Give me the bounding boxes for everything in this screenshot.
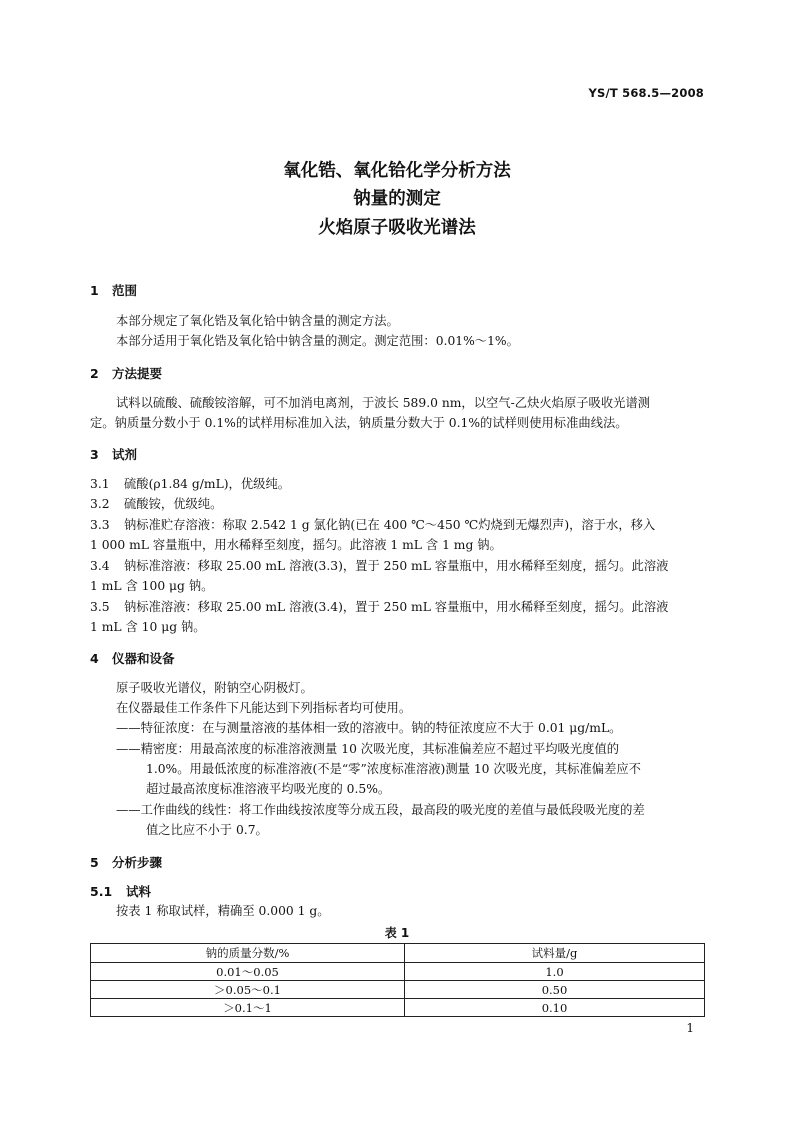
section-2-heading bbox=[90, 364, 162, 382]
dash-list-continuation: 值之比应不小于 0.7。 bbox=[146, 823, 268, 837]
subsection-number: 5.1 bbox=[90, 884, 113, 899]
section-3-heading bbox=[90, 445, 137, 463]
table-row bbox=[91, 963, 705, 981]
sample-mass-table bbox=[90, 943, 705, 1017]
paragraph: 本部分适用于氧化锆及氧化铪中钠含量的测定。测定范围：0.01%～1%。 bbox=[116, 334, 519, 348]
column-header: 试料量/g bbox=[405, 944, 705, 963]
paragraph: 原子吸收光谱仪，附钠空心阴极灯。 bbox=[116, 681, 313, 695]
table-cell: 0.10 bbox=[405, 999, 705, 1017]
document-title-line2: 钠量的测定 bbox=[353, 189, 441, 209]
section-number: 5 bbox=[90, 855, 99, 870]
paragraph-continuation: 定。钠质量分数小于 0.1%的试样用标准加入法，钠质量分数大于 0.1%的试样则使用标准曲线法。 bbox=[90, 416, 628, 430]
reagent-item bbox=[90, 556, 668, 576]
item-text: 钠标准溶液：移取 25.00 mL 溶液(3.4)，置于 250 mL 容量瓶中，用水稀释至刻度，摇匀。此溶液 bbox=[124, 600, 669, 614]
reagent-item bbox=[90, 597, 668, 617]
section-number: 4 bbox=[90, 651, 99, 666]
item-number: 3.5 bbox=[90, 600, 110, 614]
table-cell: 1.0 bbox=[405, 963, 705, 981]
page-number: 1 bbox=[686, 1021, 694, 1035]
reagent-item bbox=[90, 474, 290, 494]
section-title: 方法提要 bbox=[112, 366, 163, 381]
reagent-item-continuation: 1 mL 含 10 μg 钠。 bbox=[90, 620, 206, 634]
dash-list-continuation: 超过最高浓度标准溶液平均吸光度的 0.5%。 bbox=[146, 782, 391, 796]
paragraph: 试料以硫酸、硫酸铵溶解，可不加消电离剂，于波长 589.0 nm，以空气-乙炔火焰原子吸收光谱测 bbox=[116, 396, 651, 410]
table-row bbox=[91, 999, 705, 1017]
section-1-heading bbox=[90, 281, 137, 299]
item-number: 3.3 bbox=[90, 518, 110, 532]
section-title: 分析步骤 bbox=[112, 855, 163, 870]
table-cell: 0.01～0.05 bbox=[91, 963, 405, 981]
item-text: 钠标准溶液：移取 25.00 mL 溶液(3.3)，置于 250 mL 容量瓶中，用水稀释至刻度，摇匀。此溶液 bbox=[124, 559, 669, 573]
section-title: 仪器和设备 bbox=[112, 651, 175, 666]
item-number: 3.2 bbox=[90, 497, 110, 511]
dash-list-item: ——特征浓度：在与测量溶液的基体相一致的溶液中。钠的特征浓度应不大于 0.01 μg/mL。 bbox=[116, 721, 622, 735]
item-number: 3.1 bbox=[90, 477, 110, 491]
item-text: 钠标准贮存溶液：称取 2.542 1 g 氯化钠(已在 400 ℃～450 ℃灼烧到无爆烈声)，溶于水，移入 bbox=[124, 518, 656, 532]
item-text: 硫酸铵，优级纯。 bbox=[124, 497, 223, 511]
table-cell: ＞0.1～1 bbox=[91, 999, 405, 1017]
item-number: 3.4 bbox=[90, 559, 110, 573]
dash-list-item: ——工作曲线的线性：将工作曲线按浓度等分成五段，最高段的吸光度的差值与最低段吸光度的差 bbox=[116, 803, 645, 817]
reagent-item-continuation: 1 mL 含 100 μg 钠。 bbox=[90, 579, 214, 593]
item-text: 硫酸(ρ1.84 g/mL)，优级纯。 bbox=[124, 477, 291, 491]
table-cell: ＞0.05～0.1 bbox=[91, 981, 405, 999]
paragraph: 按表 1 称取试样，精确至 0.000 1 g。 bbox=[116, 904, 330, 918]
section-5-heading bbox=[90, 853, 162, 871]
table-cell: 0.50 bbox=[405, 981, 705, 999]
standard-code: YS/T 568.5—2008 bbox=[588, 86, 704, 100]
section-number: 1 bbox=[90, 283, 99, 298]
reagent-item-continuation: 1 000 mL 容量瓶中，用水稀释至刻度，摇匀。此溶液 1 mL 含 1 mg 钠。 bbox=[90, 538, 502, 552]
table-header-row bbox=[91, 944, 705, 963]
section-4-heading bbox=[90, 649, 175, 667]
column-header: 钠的质量分数/% bbox=[91, 944, 405, 963]
dash-list-continuation: 1.0%。用最低浓度的标准溶液(不是“零”浓度标准溶液)测量 10 次吸光度，其标准偏差应不 bbox=[146, 762, 641, 776]
subsection-title: 试料 bbox=[126, 884, 152, 899]
subsection-5-1-heading bbox=[90, 882, 151, 900]
paragraph: 本部分规定了氧化锆及氧化铪中钠含量的测定方法。 bbox=[116, 314, 399, 328]
section-number: 3 bbox=[90, 447, 99, 462]
table-caption: 表 1 bbox=[384, 926, 410, 940]
reagent-item bbox=[90, 515, 655, 535]
section-number: 2 bbox=[90, 366, 99, 381]
document-title-line3: 火焰原子吸收光谱法 bbox=[318, 218, 476, 238]
section-title: 范围 bbox=[112, 283, 138, 298]
table-row bbox=[91, 981, 705, 999]
paragraph: 在仪器最佳工作条件下凡能达到下列指标者均可使用。 bbox=[116, 701, 412, 715]
section-title: 试剂 bbox=[112, 447, 138, 462]
dash-list-item: ——精密度：用最高浓度的标准溶液测量 10 次吸光度，其标准偏差应不超过平均吸光度值的 bbox=[116, 742, 620, 756]
document-title-line1: 氧化锆、氧化铪化学分析方法 bbox=[283, 161, 511, 181]
reagent-item bbox=[90, 494, 222, 514]
